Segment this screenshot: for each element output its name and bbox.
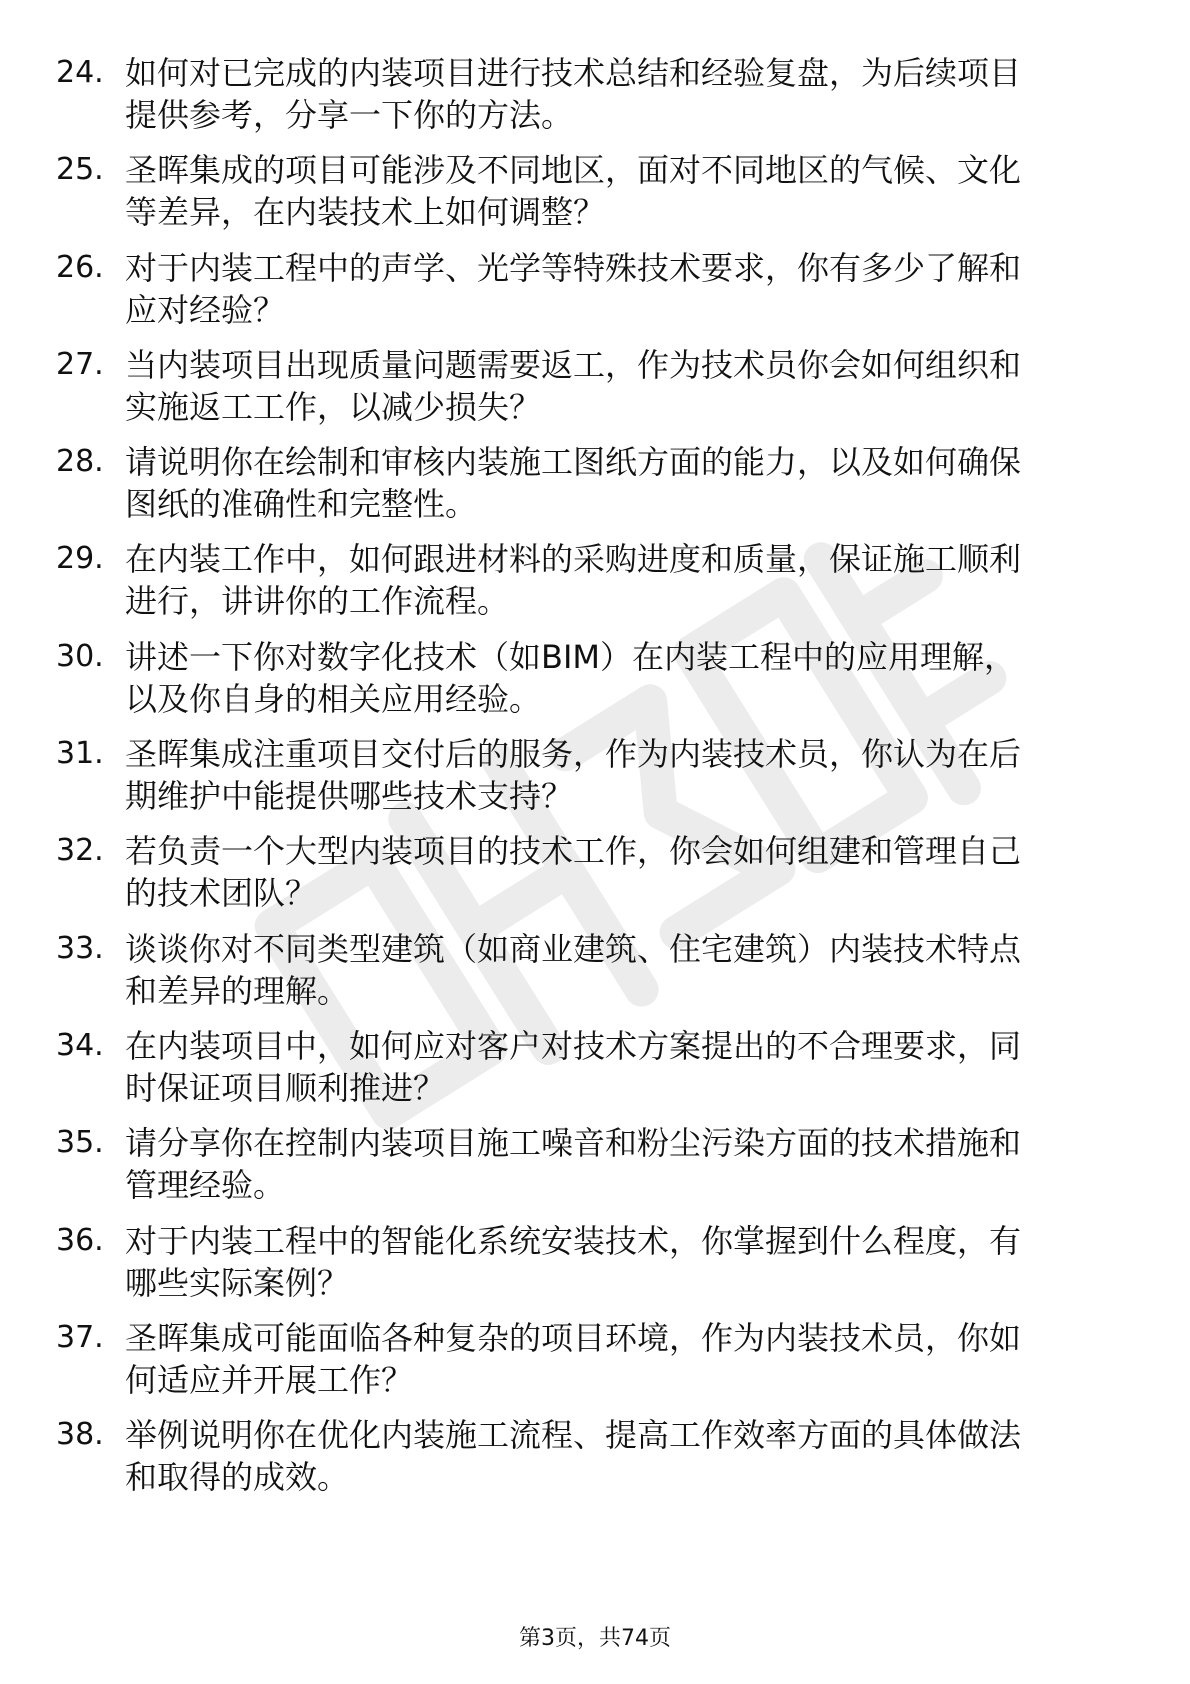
question-item [0, 636, 1190, 733]
question-item [0, 1122, 1190, 1219]
question-text-line: 图纸的准确性和完整性。 [125, 485, 478, 524]
question-text-line: 讲述一下你对数字化技术（如BIM）在内装工程中的应用理解， [125, 637, 1017, 676]
question-item [0, 928, 1190, 1025]
question-text-line: 圣晖集成注重项目交付后的服务，作为内装技术员，你认为在后 [125, 735, 1022, 774]
question-item [0, 344, 1190, 441]
question-text-line: 管理经验。 [125, 1166, 286, 1205]
question-item [0, 538, 1190, 635]
question-item [0, 52, 1190, 149]
question-text-line: 对于内装工程中的声学、光学等特殊技术要求，你有多少了解和 [125, 248, 1022, 287]
question-number: 36. [56, 1222, 104, 1258]
question-text-line: 请分享你在控制内装项目施工噪音和粉尘污染方面的技术措施和 [125, 1124, 1022, 1163]
question-text-line: 应对经验？ [125, 290, 286, 329]
question-number: 33. [56, 930, 104, 966]
question-item [0, 149, 1190, 246]
question-text-line: 以及你自身的相关应用经验。 [125, 679, 542, 718]
question-number: 28. [56, 444, 104, 480]
question-number: 24. [56, 55, 104, 90]
question-text-line: 若负责一个大型内装项目的技术工作，你会如何组建和管理自己 [125, 832, 1022, 871]
question-text-line: 在内装项目中，如何应对客户对技术方案提出的不合理要求，同 [125, 1026, 1022, 1065]
question-item [0, 1025, 1190, 1122]
question-item [0, 247, 1190, 344]
question-text-line: 对于内装工程中的智能化系统安装技术，你掌握到什么程度，有 [125, 1221, 1022, 1260]
page-number-footer: 第3页，共74页 [519, 1626, 671, 1651]
question-text-line: 哪些实际案例？ [125, 1263, 350, 1302]
question-text-line: 进行，讲讲你的工作流程。 [125, 582, 510, 621]
question-item [0, 1414, 1190, 1511]
question-item [0, 1317, 1190, 1414]
question-text-line: 在内装工作中，如何跟进材料的采购进度和质量，保证施工顺利 [125, 540, 1022, 579]
question-number: 30. [56, 638, 104, 674]
question-item [0, 733, 1190, 830]
question-text-line: 当内装项目出现质量问题需要返工，作为技术员你会如何组织和 [125, 345, 1022, 384]
question-text-line: 请说明你在绘制和审核内装施工图纸方面的能力，以及如何确保 [125, 443, 1022, 482]
question-item [0, 1220, 1190, 1317]
question-text-line: 和取得的成效。 [125, 1458, 350, 1497]
question-text-line: 提供参考，分享一下你的方法。 [125, 96, 574, 134]
question-number: 34. [56, 1027, 104, 1063]
question-text-line: 如何对已完成的内装项目进行技术总结和经验复盘，为后续项目 [125, 54, 1022, 92]
question-number: 31. [56, 736, 104, 772]
question-text-line: 时保证项目顺利推进？ [125, 1068, 446, 1107]
question-text-line: 期维护中能提供哪些技术支持？ [125, 777, 574, 816]
question-list [0, 52, 1190, 1511]
question-number: 32. [56, 833, 104, 869]
question-number: 35. [56, 1125, 104, 1161]
question-number: 38. [56, 1417, 104, 1453]
question-text-line: 实施返工工作，以减少损失？ [125, 387, 542, 426]
question-item [0, 830, 1190, 927]
question-text-line: 圣晖集成可能面临各种复杂的项目环境，作为内装技术员，你如 [125, 1318, 1022, 1357]
question-item [0, 441, 1190, 538]
question-number: 26. [56, 249, 104, 285]
question-text-line: 等差异，在内装技术上如何调整？ [125, 193, 606, 232]
question-number: 29. [56, 541, 104, 577]
question-text-line: 何适应并开展工作？ [125, 1360, 414, 1399]
question-number: 37. [56, 1319, 104, 1355]
question-text-line: 的技术团队？ [125, 874, 318, 913]
question-text-line: 谈谈你对不同类型建筑（如商业建筑、住宅建筑）内装技术特点 [125, 929, 1022, 968]
question-number: 27. [56, 346, 104, 382]
question-text-line: 举例说明你在优化内装施工流程、提高工作效率方面的具体做法 [125, 1416, 1022, 1455]
question-text-line: 圣晖集成的项目可能涉及不同地区，面对不同地区的气候、文化 [125, 151, 1022, 190]
question-text-line: 和差异的理解。 [125, 971, 350, 1010]
question-number: 25. [56, 152, 104, 188]
